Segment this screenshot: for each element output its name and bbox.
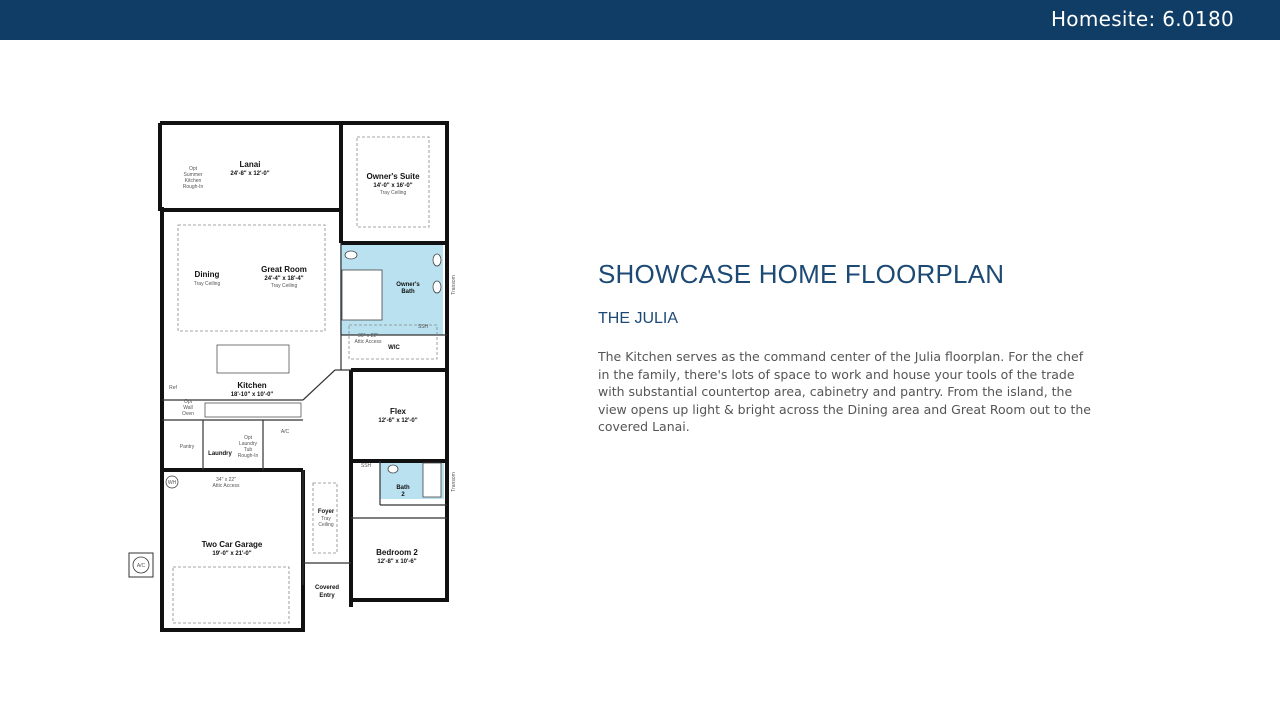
floorplan-text: Tray Ceiling bbox=[270, 283, 298, 289]
model-name: THE JULIA bbox=[598, 310, 679, 327]
floorplan-text: Opt bbox=[188, 166, 198, 172]
floorplan-text: 12'-6" x 12'-0" bbox=[378, 418, 418, 424]
bath2-label: Bath bbox=[396, 485, 410, 491]
floorplan-text: Tub bbox=[243, 447, 253, 453]
floorplan-text: 14'-0" x 16'-0" bbox=[373, 183, 413, 189]
floorplan-text: Ceiling bbox=[318, 522, 334, 528]
floorplan-text: Oven bbox=[182, 411, 194, 417]
floorplan-text: Bath bbox=[401, 289, 415, 295]
page-title: SHOWCASE HOME FLOORPLAN bbox=[598, 259, 1005, 289]
dining-label: Dining bbox=[194, 270, 220, 279]
kitchen-island bbox=[217, 345, 289, 373]
floorplan-text: Transom bbox=[451, 275, 457, 295]
floorplan-text: 12'-8" x 10'-6" bbox=[377, 559, 417, 565]
floorplan-text: SSH bbox=[417, 324, 429, 330]
floorplan-text: A/C bbox=[136, 563, 146, 569]
floorplan-text: Rough-In bbox=[237, 453, 259, 459]
covered-entry-label: Covered bbox=[314, 585, 340, 591]
floorplan-text: Kitchen bbox=[184, 178, 202, 184]
floorplan-text: Pantry bbox=[179, 444, 195, 450]
floorplan-text: Tray Ceiling bbox=[379, 190, 407, 196]
floorplan-text: Tray Ceiling bbox=[193, 281, 221, 287]
floorplan-text: Attic Access bbox=[354, 339, 382, 345]
water-heater-label: WH bbox=[167, 480, 177, 486]
floorplan-text: Rough-In bbox=[182, 184, 204, 190]
garage-label: Two Car Garage bbox=[201, 540, 263, 549]
floorplan-drawing bbox=[125, 115, 455, 635]
floorplan-text: A/C bbox=[280, 429, 290, 435]
floorplan-text: 18'-10" x 10'-0" bbox=[230, 392, 274, 398]
floorplan-text: Entry bbox=[319, 593, 335, 599]
owners-suite-label: Owner's Suite bbox=[366, 172, 420, 181]
floorplan-text: Transom bbox=[451, 472, 457, 492]
floorplan-text: Attic Access bbox=[212, 483, 240, 489]
lanai-label: Lanai bbox=[239, 160, 261, 169]
floorplan-text: 36" x 22" bbox=[358, 333, 378, 339]
foyer-label: Foyer bbox=[317, 509, 335, 515]
kitchen-label: Kitchen bbox=[237, 381, 267, 390]
floorplan-text: Laundry bbox=[238, 441, 258, 447]
floorplan-text: 34" x 22" bbox=[216, 477, 236, 483]
floorplan-text: 24'-4" x 18'-4" bbox=[264, 276, 304, 282]
owners-bath-label: Owner's bbox=[396, 282, 420, 288]
description-text: The Kitchen serves as the command center of the Julia floorplan. For the chef in the family, there's lots of space to work and house your tools of the trade with substantial countertop area, cabinetry and pantry. From the island, the view opens up light & bright across the Dining area and Great Room out to the covered Lanai. bbox=[598, 349, 1091, 435]
header-bar bbox=[0, 0, 1280, 40]
flex-label: Flex bbox=[389, 407, 407, 416]
floorplan-text: Wall bbox=[183, 405, 193, 411]
floorplan-text: Ref bbox=[169, 385, 177, 391]
floorplan-text: 24'-8" x 12'-0" bbox=[230, 171, 270, 177]
bedroom2-label: Bedroom 2 bbox=[376, 548, 418, 557]
homesite-label: Homesite: 6.0180 bbox=[1050, 7, 1234, 31]
floorplan-text: 19'-0" x 21'-0" bbox=[212, 551, 252, 557]
wic-label: WIC bbox=[388, 345, 400, 351]
floorplan-text: Opt bbox=[243, 435, 253, 441]
floorplan-text: Summer bbox=[183, 172, 203, 178]
floorplan-text: 2 bbox=[401, 492, 405, 498]
floorplan-text: Tray bbox=[321, 516, 331, 522]
floorplan-text: SSH bbox=[360, 463, 372, 469]
floorplan-text: Opt bbox=[183, 399, 193, 405]
laundry-label: Laundry bbox=[208, 451, 232, 457]
great-room-label: Great Room bbox=[261, 265, 307, 274]
